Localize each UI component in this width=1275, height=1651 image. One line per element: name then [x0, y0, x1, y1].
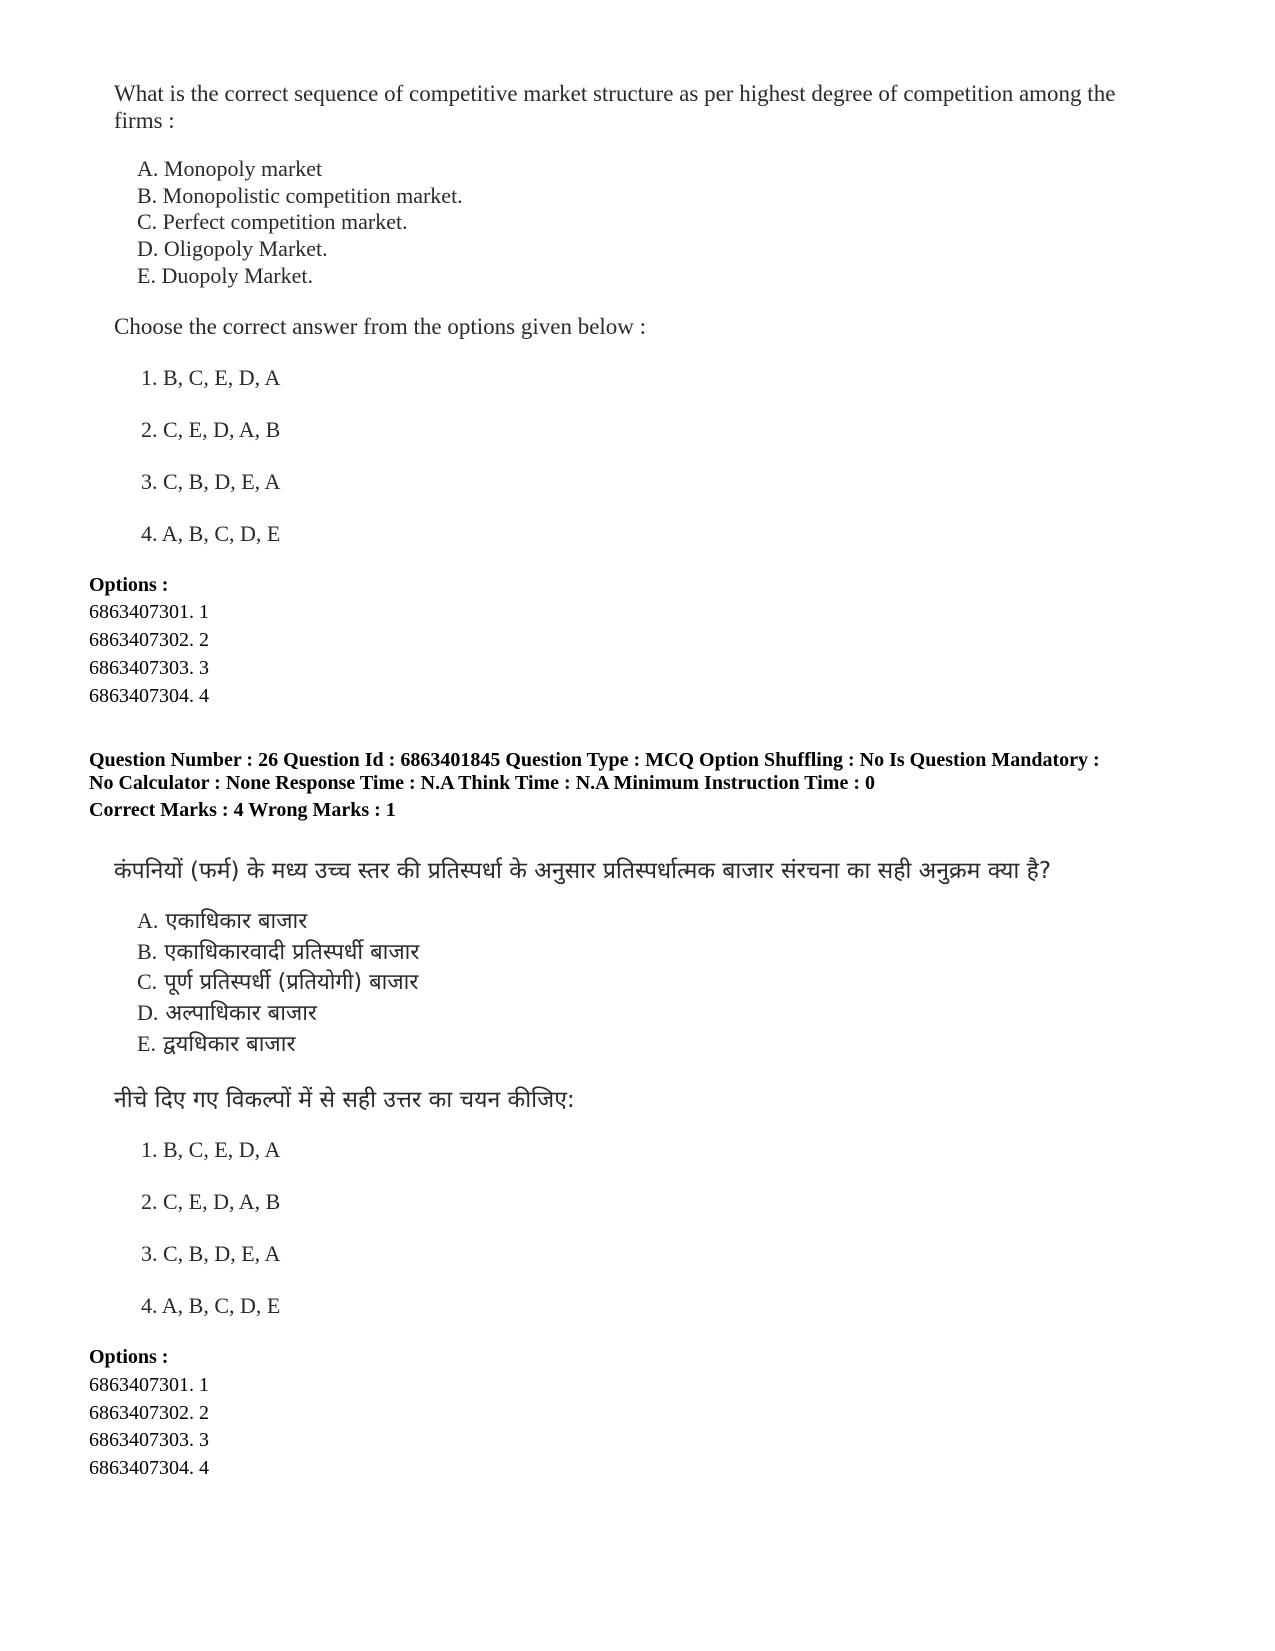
q26-item-a-letter: A.: [137, 908, 159, 933]
q26-stem-hindi: कंपनियों (फर्म) के मध्य उच्च स्तर की प्रतिस्पर्धा के अनुसार प्रतिस्पर्धात्मक बाजार संरचना का सही अनुक्रम क्या है?: [114, 858, 1052, 884]
q26-choice-1: 1. B, C, E, D, A: [141, 1137, 281, 1162]
q25-option-2: 6863407302. 2: [89, 629, 209, 651]
q26-item-b: [137, 936, 419, 966]
q25-stem-line1: What is the correct sequence of competitive market structure as per highest degree of competition among the: [114, 81, 1116, 106]
q25-choice-3: 3. C, B, D, E, A: [141, 469, 281, 494]
q26-item-e-text: द्वयधिकार बाजार: [162, 1032, 296, 1057]
q25-option-3: 6863407303. 3: [89, 657, 209, 679]
q26-item-e: [137, 1028, 295, 1058]
q26-item-a-text: एकाधिकार बाजार: [165, 909, 308, 934]
q26-item-d: [137, 997, 317, 1027]
q26-meta-line3: Correct Marks : 4 Wrong Marks : 1: [89, 799, 396, 821]
q26-option-1: 6863407301. 1: [89, 1374, 209, 1396]
q26-choice-3: 3. C, B, D, E, A: [141, 1241, 281, 1266]
q26-meta-line1: Question Number : 26 Question Id : 6863401845 Question Type : MCQ Option Shuffling : No Is Question Mandatory :: [89, 749, 1100, 771]
q25-option-4: 6863407304. 4: [89, 685, 209, 707]
q26-choice-2: 2. C, E, D, A, B: [141, 1189, 281, 1214]
q26-item-d-letter: D.: [137, 1000, 159, 1025]
q26-item-a: [137, 905, 307, 935]
q25-item-c: C. Perfect competition market.: [137, 209, 408, 234]
q26-item-c-text: पूर्ण प्रतिस्पर्धी (प्रतियोगी) बाजार: [164, 970, 419, 995]
q25-choose-prompt: Choose the correct answer from the options given below :: [114, 314, 647, 339]
q26-option-4: 6863407304. 4: [89, 1457, 209, 1479]
q26-item-b-letter: B.: [137, 939, 158, 964]
q25-stem-line2: firms :: [114, 108, 175, 133]
q26-item-e-letter: E.: [137, 1031, 156, 1056]
q25-choice-4: 4. A, B, C, D, E: [141, 521, 281, 546]
q26-options-heading: Options :: [89, 1346, 169, 1368]
q26-item-c-letter: C.: [137, 969, 158, 994]
q26-item-b-text: एकाधिकारवादी प्रतिस्पर्धी बाजार: [164, 940, 420, 965]
q25-choice-1: 1. B, C, E, D, A: [141, 365, 281, 390]
q26-item-c: [137, 966, 418, 996]
q25-item-a: A. Monopoly market: [137, 156, 323, 181]
q25-item-d: D. Oligopoly Market.: [137, 236, 328, 261]
q25-item-b: B. Monopolistic competition market.: [137, 183, 463, 208]
q25-choice-2: 2. C, E, D, A, B: [141, 417, 281, 442]
q26-choice-4: 4. A, B, C, D, E: [141, 1293, 281, 1318]
q25-options-heading: Options :: [89, 574, 169, 596]
q26-option-2: 6863407302. 2: [89, 1402, 209, 1424]
q25-item-e: E. Duopoly Market.: [137, 263, 313, 288]
q26-meta-line2: No Calculator : None Response Time : N.A Think Time : N.A Minimum Instruction Time : 0: [89, 772, 875, 794]
q25-option-1: 6863407301. 1: [89, 601, 209, 623]
q26-option-3: 6863407303. 3: [89, 1429, 209, 1451]
q26-choose-prompt-hindi: नीचे दिए गए विकल्पों में से सही उत्तर का चयन कीजिए:: [114, 1087, 575, 1113]
q26-item-d-text: अल्पाधिकार बाजार: [165, 1001, 317, 1026]
